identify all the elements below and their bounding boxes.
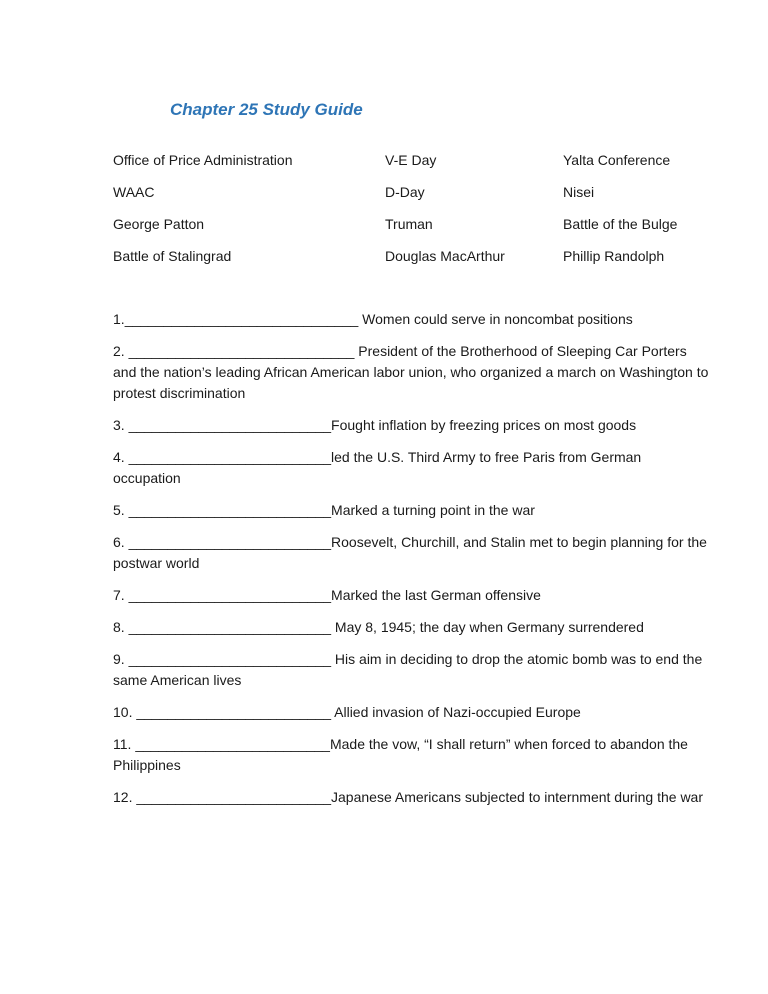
question-number: 11.	[113, 736, 136, 752]
question-text: Allied invasion of Nazi-occupied Europe	[331, 704, 581, 720]
question-blank: __________________________	[128, 534, 332, 550]
question-number: 12.	[113, 789, 137, 805]
question-item	[113, 309, 712, 330]
word-bank-term: Yalta Conference	[563, 152, 671, 168]
question-text: led the U.S. Third Army to free Paris from German occupation	[113, 449, 646, 486]
question-item	[113, 341, 712, 404]
question-item	[113, 447, 712, 489]
question-text: Women could serve in noncombat positions	[358, 311, 633, 327]
question-text: His aim in deciding to drop the atomic bomb was to end the same American lives	[113, 651, 707, 688]
question-number: 10.	[113, 704, 137, 720]
question-blank: _________________________	[135, 736, 330, 752]
question-number: 7.	[113, 587, 129, 603]
word-bank-term: Nisei	[563, 184, 595, 200]
question-text: President of the Brotherhood of Sleeping Car Porters and the nation’s leading African American labor union, who organized a march on Washington to protest discrimination	[113, 343, 713, 401]
question-blank: __________________________	[128, 587, 332, 603]
question-item	[113, 415, 712, 436]
question-number: 3.	[113, 417, 129, 433]
question-blank: __________________________	[128, 619, 332, 635]
question-blank: _________________________	[136, 704, 332, 720]
question-blank: __________________________	[128, 502, 332, 518]
word-bank-term: Douglas MacArthur	[385, 248, 505, 264]
question-item	[113, 532, 712, 574]
question-list	[113, 309, 712, 808]
question-item	[113, 702, 712, 723]
question-text: Roosevelt, Churchill, and Stalin met to begin planning for the postwar world	[113, 534, 711, 571]
question-number: 8.	[113, 619, 129, 635]
question-blank: __________________________	[128, 651, 332, 667]
question-number: 2.	[113, 343, 129, 359]
question-item	[113, 649, 712, 691]
document-title: Chapter 25 Study Guide	[170, 100, 363, 119]
word-bank-term: V-E Day	[385, 152, 437, 168]
question-item	[113, 617, 712, 638]
question-item	[113, 500, 712, 521]
question-text: Japanese Americans subjected to internment during the war	[331, 789, 704, 805]
word-bank	[113, 150, 712, 267]
question-blank: __________________________	[128, 449, 332, 465]
question-blank: __________________________	[128, 417, 332, 433]
question-blank: _____________________________	[128, 343, 355, 359]
word-bank-term: George Patton	[113, 216, 205, 232]
word-bank-term: WAAC	[113, 184, 155, 200]
word-bank-term: Battle of the Bulge	[563, 216, 678, 232]
question-text: Made the vow, “I shall return” when forced to abandon the Philippines	[113, 736, 692, 773]
question-item	[113, 585, 712, 606]
word-bank-term: Office of Price Administration	[113, 152, 293, 168]
question-text: Fought inflation by freezing prices on most goods	[331, 417, 637, 433]
question-item	[113, 787, 712, 808]
question-number: 4.	[113, 449, 129, 465]
word-bank-term: Truman	[385, 216, 433, 232]
question-blank: ______________________________	[124, 311, 359, 327]
question-text: May 8, 1945; the day when Germany surrendered	[331, 619, 644, 635]
question-number: 9.	[113, 651, 129, 667]
question-item	[113, 734, 712, 776]
question-number: 5.	[113, 502, 129, 518]
word-bank-term: Phillip Randolph	[563, 248, 665, 264]
question-number: 6.	[113, 534, 129, 550]
question-blank: _________________________	[136, 789, 332, 805]
question-text: Marked the last German offensive	[331, 587, 541, 603]
question-number: 1.	[113, 311, 125, 327]
word-bank-term: D-Day	[385, 184, 425, 200]
question-text: Marked a turning point in the war	[331, 502, 535, 518]
word-bank-term: Battle of Stalingrad	[113, 248, 232, 264]
